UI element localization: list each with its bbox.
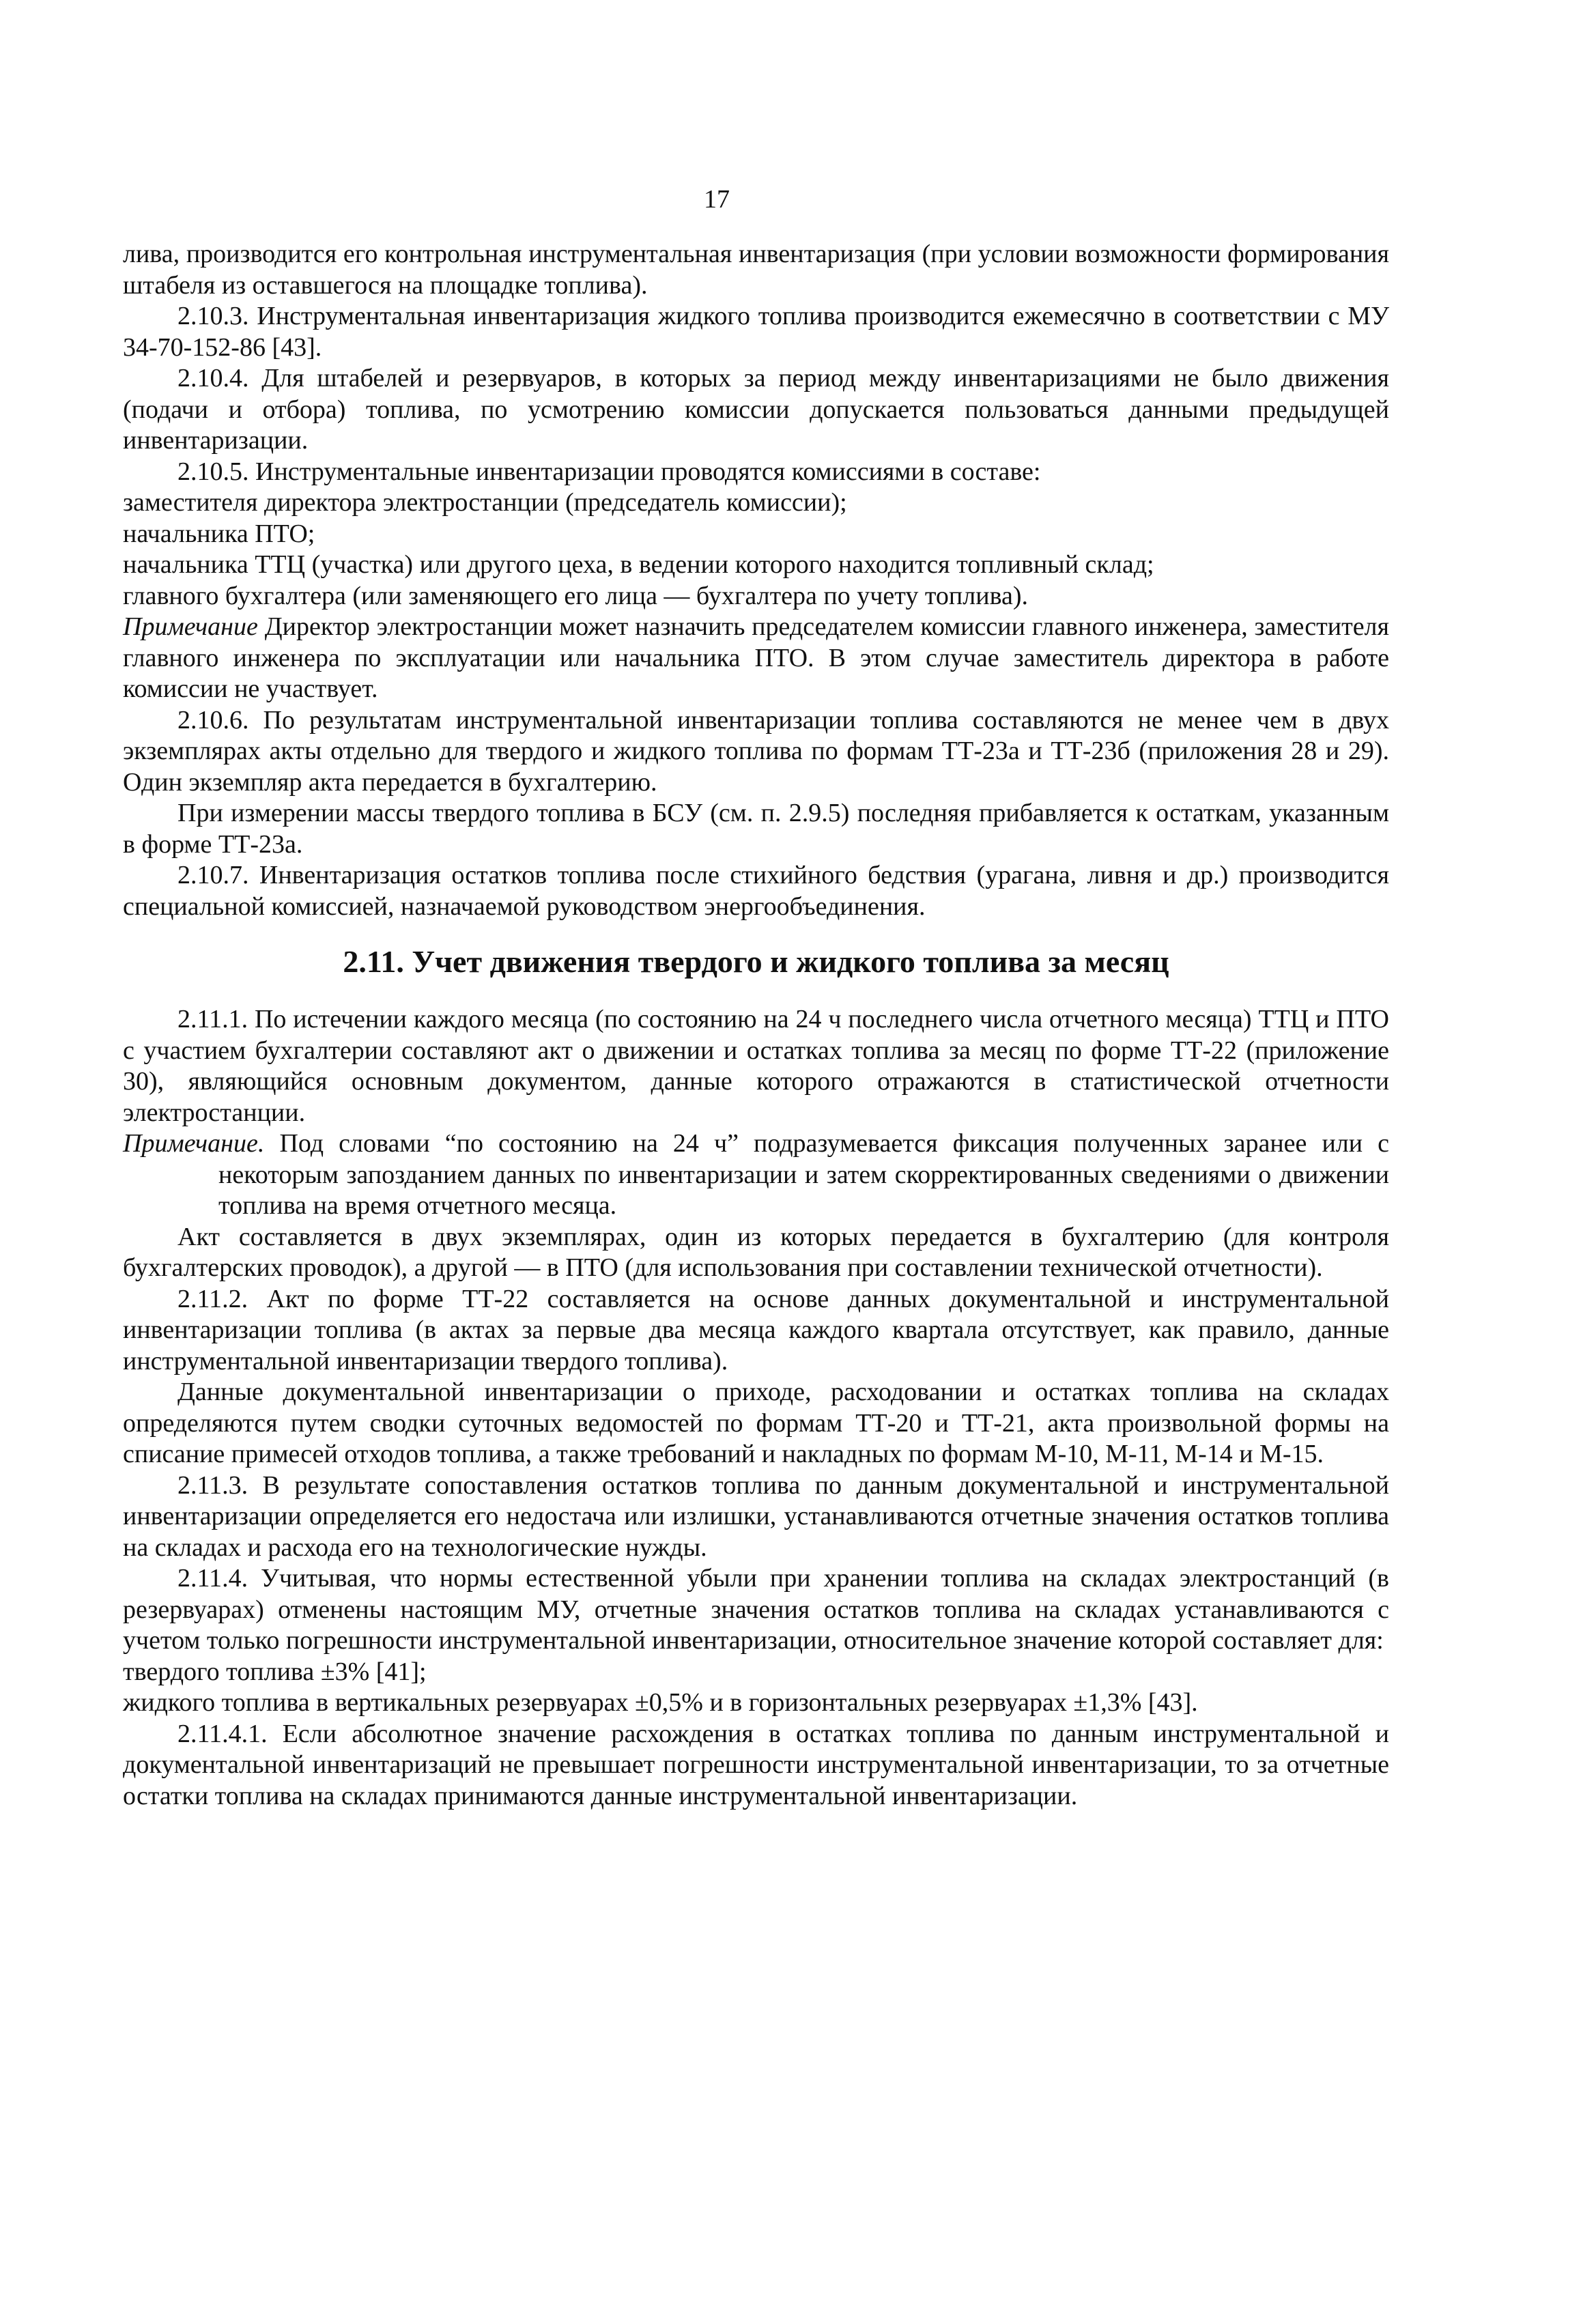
paragraph: 2.11.4. Учитывая, что нормы естественной убыли при хранении топлива на складах электростанций (в резервуарах) отменены настоящим МУ, отчетные значения остатков топлива на складах устанавливаются с учетом только погрешности инструментальной инвентаризации, относительное значение которой составляет для: (123, 1564, 1389, 1655)
note-text: Под словами “по состоянию на 24 ч” подразумевается фиксация полученных заранее или с некоторым запозданием данных по инвентаризации и затем скорректированных сведениями о движении топлива на время отчетного месяца. (218, 1129, 1389, 1220)
list-item: главного бухгалтера (или заменяющего его лица — бухгалтера по учету топлива). (123, 581, 1029, 610)
paragraph: 2.10.3. Инструментальная инвентаризация жидкого топлива производится ежемесячно в соответствии с МУ 34-70-152-86 [43]. (123, 302, 1389, 362)
note (123, 612, 1389, 705)
paragraph: При измерении массы твердого топлива в БСУ (см. п. 2.9.5) последняя прибавляется к остаткам, указанным в форме ТТ-23а. (123, 799, 1389, 859)
paragraph: лива, производится его контрольная инструментальная инвентаризация (при условии возможности формирования штабеля из оставшегося на площадке топлива). (123, 240, 1389, 300)
paragraph: 2.11.3. В результате сопоставления остатков топлива по данным документальной и инструментальной инвентаризации определяется его недостача или излишки, устанавливаются отчетные значения остатков топлива на складах и расхода его на технологические нужды. (123, 1470, 1389, 1562)
paragraph: 2.10.6. По результатам инструментальной инвентаризации топлива составляются не менее чем в двух экземплярах акты отдельно для твердого и жидкого топлива по формам ТТ-23а и ТТ-23б (приложения 28 и 29). Один экземпляр акта передается в бухгалтерию. (123, 705, 1389, 797)
paragraph: 2.11.1. По истечении каждого месяца (по состоянию на 24 ч последнего числа отчетного месяца) ТТЦ и ПТО с участием бухгалтерии составляют акт о движении и остатках топлива за месяц по форме ТТ-22 (приложение 30), являющийся основным документом, данные которого отражаются в статистической отчетности электростанции. (123, 1005, 1389, 1127)
paragraph: Данные документальной инвентаризации о приходе, расходовании и остатках топлива на складах определяются путем сводки суточных ведомостей по формам ТТ-20 и ТТ-21, акта произвольной формы на списание примесей отходов топлива, а также требований и накладных по формам М-10, М-11, М-14 и М-15. (123, 1378, 1389, 1468)
note-label: Примечание (123, 612, 258, 641)
note-text: Директор электростанции может назначить председателем комиссии главного инженера, заместителя главного инженера по эксплуатации или начальника ПТО. В этом случае заместитель директора в работе комиссии не участвует. (123, 612, 1389, 703)
list-item: твердого топлива ±3% [41]; (123, 1657, 427, 1686)
paragraph: 2.10.4. Для штабелей и резервуаров, в которых за период между инвентаризациями не было движения (подачи и отбора) топлива, по усмотрению комиссии допускается пользоваться данными предыдущей инвентаризации. (123, 364, 1389, 455)
paragraph: 2.11.4.1. Если абсолютное значение расхождения в остатках топлива по данным инструментальной и документальной инвентаризаций не превышает погрешности инструментальной инвентаризации, то за отчетные остатки топлива на складах принимаются данные инструментальной инвентаризации. (123, 1719, 1389, 1810)
list-item: заместителя директора электростанции (председатель комиссии); (123, 488, 847, 517)
note (123, 1128, 1389, 1222)
paragraph: Акт составляется в двух экземплярах, один из которых передается в бухгалтерию (для контроля бухгалтерских проводок), а другой — в ПТО (для использования при составлении технической отчетности). (123, 1222, 1389, 1282)
list-item: начальника ТТЦ (участка) или другого цеха, в ведении которого находится топливный склад; (123, 550, 1154, 579)
list-item: жидкого топлива в вертикальных резервуарах ±0,5% и в горизонтальных резервуарах ±1,3% [43]. (123, 1688, 1198, 1717)
page-number: 17 (704, 185, 730, 214)
note-label: Примечание. (123, 1129, 265, 1158)
body-text (123, 239, 1389, 1812)
paragraph: 2.10.5. Инструментальные инвентаризации проводятся комиссиями в составе: (177, 457, 1041, 486)
list-item: начальника ПТО; (123, 519, 315, 548)
section-heading: 2.11. Учет движения твердого и жидкого топлива за месяц (343, 944, 1169, 979)
paragraph: 2.10.7. Инвентаризация остатков топлива после стихийного бедствия (урагана, ливня и др.) производится специальной комиссией, назначаемой руководством энергообъединения. (123, 861, 1389, 921)
paragraph: 2.11.2. Акт по форме ТТ-22 составляется на основе данных документальной и инструментальной инвентаризации топлива (в актах за первые два месяца каждого квартала отсутствует, как правило, данные инструментальной инвентаризации твердого топлива). (123, 1284, 1389, 1376)
